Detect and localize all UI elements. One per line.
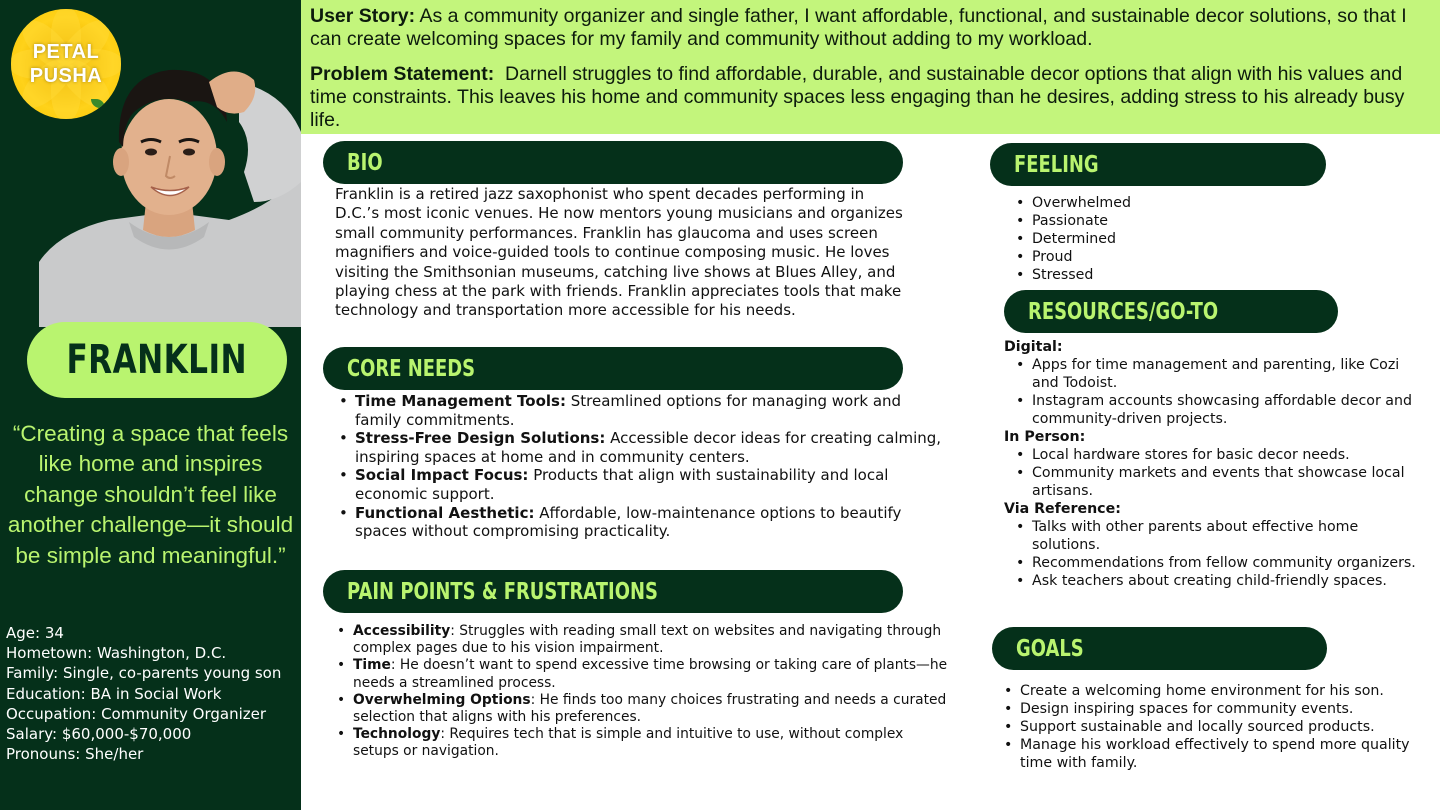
list-item — [333, 657, 948, 691]
list-item: • Stressed — [1004, 266, 1424, 284]
fact-family: Family: Single, co-parents young son — [6, 664, 282, 683]
pain-points-heading-text: PAIN POINTS & FRUSTRATIONS — [347, 578, 658, 605]
list-item — [333, 623, 948, 657]
bio-heading — [323, 141, 903, 184]
pain-points-heading — [323, 570, 903, 613]
list-item: • Overwhelmed — [1004, 194, 1424, 212]
core-need-text: Accessible decor ideas for creating calming, inspiring spaces at home and in community centers. — [355, 429, 942, 466]
logo-line-1: PETAL — [32, 41, 100, 63]
resources-heading — [1004, 290, 1338, 333]
core-need-label: Functional Aesthetic: — [355, 503, 535, 522]
list-item: • Community markets and events that showcase local artisans. — [1004, 464, 1424, 500]
goals-list — [1000, 682, 1420, 772]
pain-point-label: Technology — [353, 726, 441, 743]
user-story — [310, 5, 1430, 51]
list-item: • Apps for time management and parenting, like Cozi and Todoist. — [1004, 356, 1424, 392]
list-item: • Ask teachers about creating child-friendly spaces. — [1004, 572, 1424, 590]
core-needs-list — [335, 392, 950, 541]
problem-statement-text: Darnell struggles to find affordable, durable, and sustainable decor options that align with his values and time constraints. This leaves his home and community spaces less engaging than he desires, adding stress to his already busy life. — [310, 63, 1410, 131]
problem-statement-label: Problem Statement: — [310, 63, 495, 85]
persona-facts — [6, 623, 298, 764]
persona-quote: “Creating a space that feels like home and inspires change shouldn’t feel like another challenge—it should be simple and meaningful.” — [7, 421, 294, 568]
list-item — [335, 392, 950, 429]
pain-point-label: Overwhelming Options — [353, 691, 531, 708]
persona-name: FRANKLIN — [66, 337, 248, 383]
resource-group-label: Via Reference: — [1004, 501, 1121, 517]
pain-points-list — [333, 623, 948, 761]
goals-heading-text: GOALS — [1016, 635, 1084, 662]
feeling-heading-text: FEELING — [1014, 151, 1099, 178]
resources-heading-text: RESOURCES/GO-TO — [1028, 298, 1219, 325]
list-item: • Support sustainable and locally sourced products. — [1000, 718, 1420, 736]
fact-education: Education: BA in Social Work — [6, 684, 222, 703]
list-item: • Create a welcoming home environment for his son. — [1000, 682, 1420, 700]
list-item — [333, 726, 948, 760]
core-need-label: Time Management Tools: — [355, 392, 566, 410]
bio-text: Franklin is a retired jazz saxophonist who spent decades performing in D.C.’s most iconic venues. He now mentors young musicians and organizes small community performances. Franklin has glaucoma and uses screen magnifiers and voice-guided tools to continue composing music. He loves visiting the Smithsonian museums, catching live shows at Blues Alley, and playing chess at the park with friends. Franklin appreciates tools that make technology and transportation more accessible for his needs. — [335, 185, 903, 320]
problem-statement — [310, 63, 1430, 132]
pain-point-text: : Requires tech that is simple and intuitive to use, without complex setups or navigation. — [353, 726, 904, 760]
user-story-label: User Story: — [310, 5, 416, 27]
list-item: • Design inspiring spaces for community events. — [1000, 700, 1420, 718]
list-item: • Passionate — [1004, 212, 1424, 230]
list-item — [335, 466, 950, 503]
fact-pronouns: Pronouns: She/her — [6, 745, 144, 764]
list-item: • Recommendations from fellow community organizers. — [1004, 554, 1424, 572]
list-item — [333, 692, 948, 726]
persona-photo — [39, 52, 301, 327]
list-item — [335, 504, 950, 541]
list-item: • Talks with other parents about effective home solutions. — [1004, 518, 1424, 554]
resources-list — [1004, 338, 1424, 590]
user-story-text: As a community organizer and single father, I want affordable, functional, and sustainable decor solutions, so that I can create welcoming spaces for my family and community without adding to my workload. — [310, 5, 1407, 50]
core-need-label: Stress-Free Design Solutions: — [355, 429, 606, 448]
pain-point-label: Accessibility — [353, 623, 451, 639]
core-need-text: Streamlined options for managing work and family commitments. — [355, 392, 902, 429]
feeling-list — [1004, 194, 1424, 284]
core-needs-heading-text: CORE NEEDS — [347, 355, 476, 382]
persona-sidebar — [0, 0, 301, 810]
resource-group-label: In Person: — [1004, 429, 1086, 445]
persona-name-pill — [27, 322, 287, 398]
bio-heading-text: BIO — [347, 149, 383, 176]
fact-age: Age: 34 — [6, 624, 64, 642]
pain-point-text: : He doesn’t want to spend excessive time browsing or taking care of plants—he needs a streamlined process. — [353, 657, 948, 691]
pain-point-text: : He finds too many choices frustrating and needs a curated selection that aligns with his preferences. — [353, 691, 947, 726]
goals-heading — [992, 627, 1327, 670]
resource-group-label: Digital: — [1004, 339, 1063, 355]
list-item: • Instagram accounts showcasing affordable decor and community-driven projects. — [1004, 392, 1424, 428]
core-need-text: Products that align with sustainability and local economic support. — [355, 466, 889, 503]
logo-line-2: PUSHA — [29, 65, 103, 87]
list-item: • Manage his workload effectively to spend more quality time with family. — [1000, 736, 1420, 772]
list-item — [335, 429, 950, 466]
story-banner — [301, 0, 1440, 134]
feeling-heading — [990, 143, 1326, 186]
pain-point-text: : Struggles with reading small text on websites and navigating through complex pages due to his vision impairment. — [353, 623, 942, 657]
pain-point-label: Time — [353, 657, 391, 674]
core-need-label: Social Impact Focus: — [355, 466, 529, 485]
fact-salary: Salary: $60,000-$70,000 — [6, 725, 192, 744]
fact-hometown: Hometown: Washington, D.C. — [6, 644, 227, 663]
list-item: • Proud — [1004, 248, 1424, 266]
core-needs-heading — [323, 347, 903, 390]
fact-occupation: Occupation: Community Organizer — [6, 704, 267, 723]
core-need-text: Affordable, low-maintenance options to beautify spaces without compromising practicality. — [355, 503, 902, 541]
list-item: • Local hardware stores for basic decor needs. — [1004, 446, 1424, 464]
list-item: • Determined — [1004, 230, 1424, 248]
